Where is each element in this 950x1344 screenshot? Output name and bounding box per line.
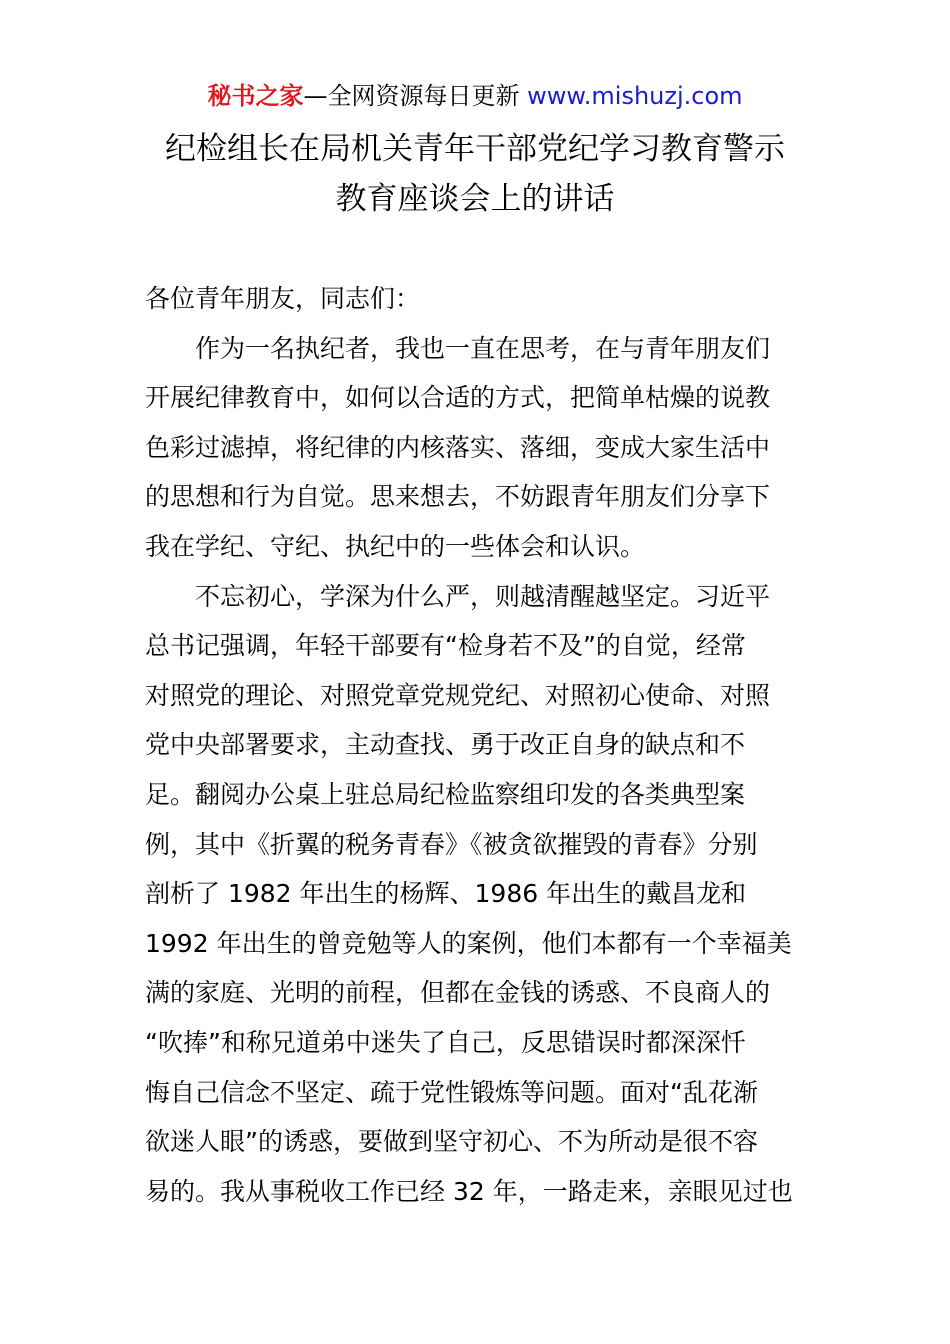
brand-name: 秘书之家 (207, 82, 304, 110)
header-tagline: —全网资源每日更新 (303, 82, 528, 110)
speech-body (145, 274, 807, 1216)
paragraph-2-line: 对照党的理论、对照党章党规党纪、对照初心使命、对照 (145, 680, 771, 710)
paragraph-2-line: 例，其中《折翼的税务青春》《被贪欲摧毁的青春》分别 (145, 829, 758, 859)
paragraph-2-line: 足。翻阅办公桌上驻总局纪检监察组印发的各类典型案 (145, 779, 746, 809)
header-banner (0, 78, 950, 114)
paragraph-1-line: 色彩过滤掉，将纪律的内核落实、落细，变成大家生活中 (145, 432, 771, 462)
paragraph-2-line: 欲迷人眼”的诱惑，要做到坚守初心、不为所动是很不容 (145, 1127, 758, 1157)
title-line-1: 纪检组长在局机关青年干部党纪学习教育警示 (165, 131, 785, 167)
paragraph-1-line: 开展纪律教育中，如何以合适的方式，把简单枯燥的说教 (145, 383, 771, 413)
site-url-link[interactable]: www.mishuzj.com (527, 82, 743, 110)
paragraph-2-line: 不忘初心，学深为什么严，则越清醒越坚定。习近平 (195, 581, 771, 611)
paragraph-2-line: 易的。我从事税收工作已经 32 年，一路走来，亲眼见过也 (145, 1176, 793, 1206)
paragraph-2-line: 满的家庭、光明的前程，但都在金钱的诱惑、不良商人的 (145, 978, 771, 1008)
title-line-2: 教育座谈会上的讲话 (335, 181, 615, 217)
paragraph-2-line: 总书记强调，年轻干部要有“检身若不及”的自觉，经常 (145, 631, 746, 661)
paragraph-2-line: 悔自己信念不坚定、疏于党性锻炼等问题。面对“乱花渐 (145, 1077, 758, 1107)
paragraph-2-line: “吹捧”和称兄道弟中迷失了自己，反思错误时都深深忏 (145, 1027, 746, 1057)
paragraph-2-line: 剖析了 1982 年出生的杨辉、1986 年出生的戴昌龙和 (145, 879, 747, 909)
document-title (0, 124, 950, 224)
paragraph-2-line: 党中央部署要求，主动查找、勇于改正自身的缺点和不 (145, 730, 746, 760)
paragraph-1-line: 作为一名执纪者，我也一直在思考，在与青年朋友们 (195, 333, 771, 363)
salutation: 各位青年朋友，同志们： (145, 284, 421, 313)
paragraph-1-line: 的思想和行为自觉。思来想去，不妨跟青年朋友们分享下 (145, 482, 771, 512)
paragraph-1-line: 我在学纪、守纪、执纪中的一些体会和认识。 (145, 531, 646, 561)
paragraph-2-line: 1992 年出生的曾竞勉等人的案例，他们本都有一个幸福美 (145, 928, 792, 958)
